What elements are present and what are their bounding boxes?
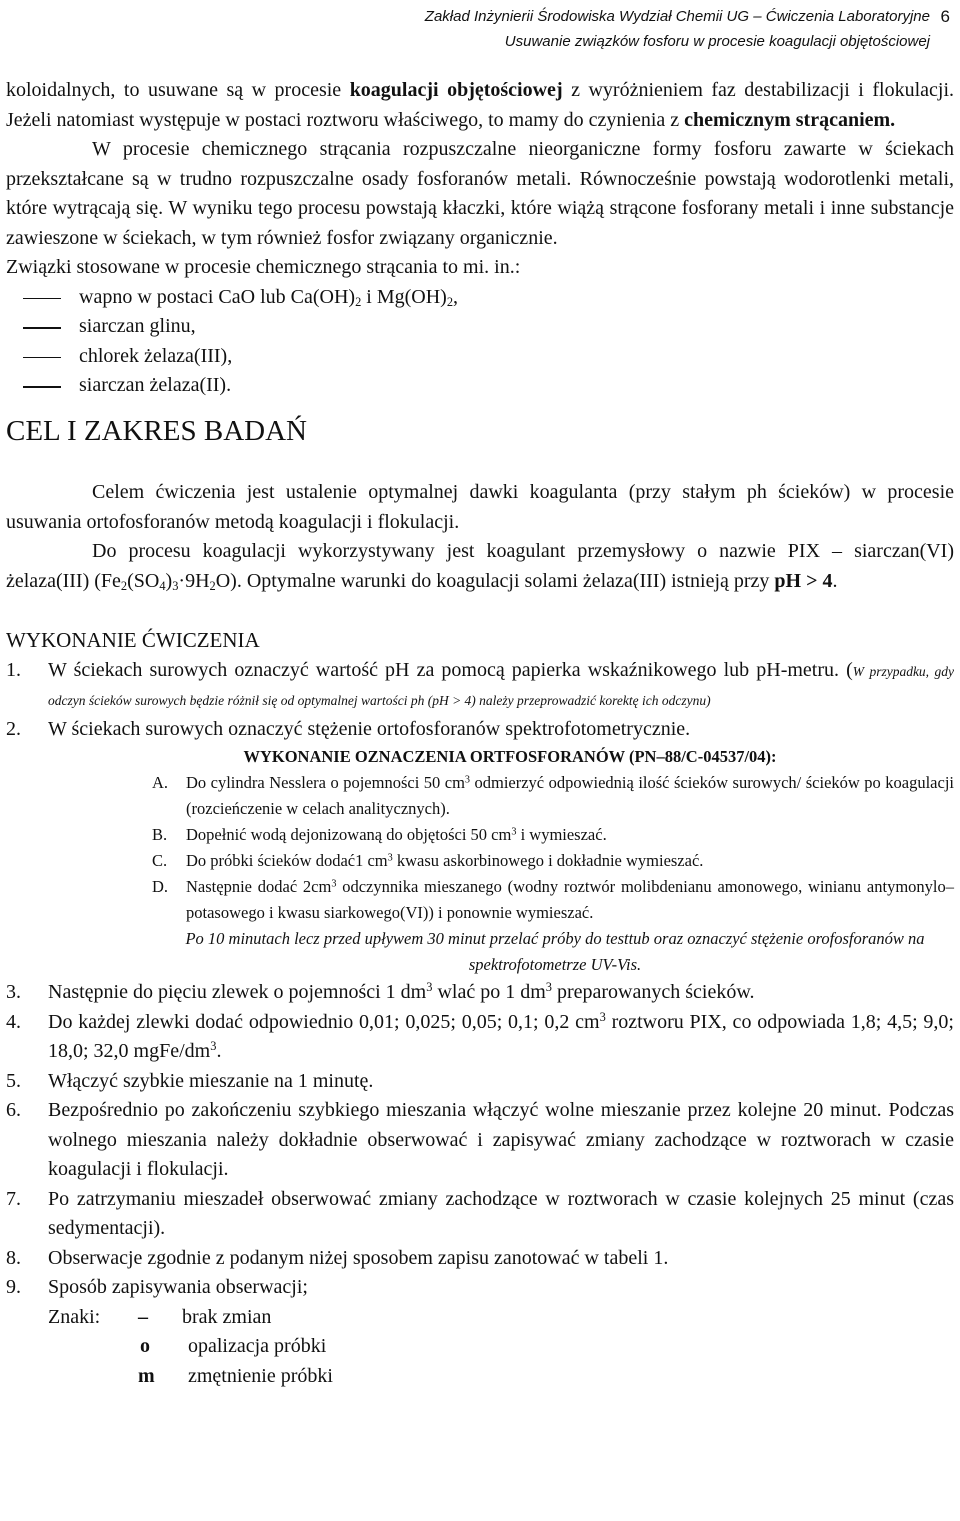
intro-paragraph-2: W procesie chemicznego strącania rozpuszczalne nieorganiczne formy fosforu zawarte w ściekach przekształcane są w trudno rozpuszczalne osady fosforanów metali. Równocześnie powstają wodorotlenki metali, które wytrącają się. W wyniku tego procesu powstają kłaczki, które wiążą strącone fosforany metali i inne substancje zawieszone w ściekach, w tym również fosfor związany organicznie. bbox=[6, 138, 954, 249]
header-topic: Usuwanie związków fosforu w procesie koagulacji objętościowej bbox=[504, 33, 930, 50]
legend-text: zmętnienie próbki bbox=[188, 1364, 333, 1387]
list-item: wapno w postaci CaO lub $Ca(OH)_2$ i $Mg(OH)_2$, bbox=[6, 283, 954, 313]
section-heading-cel: CEL I ZAKRES BADAŃ bbox=[6, 414, 308, 447]
step-3: 3. Następnie do pięciu zlewek o pojemności 1 $dm^3$ wlać po 1 $dm^3$ preparowanych ścieków. bbox=[6, 980, 755, 1003]
legend-row bbox=[6, 1332, 954, 1362]
legend-signs bbox=[6, 1303, 954, 1392]
term-koagulacja: koagulacji objętościowej bbox=[349, 79, 563, 101]
page-header bbox=[424, 4, 950, 54]
legend-row bbox=[6, 1303, 954, 1333]
legend-symbol: m bbox=[138, 1364, 155, 1387]
step-9: 9. Sposób zapisywania obserwacji; bbox=[6, 1276, 308, 1298]
substep-A: A. Do cylindra Nesslera o pojemności 50 $cm^3$ odmierzyć odpowiednią ilość ścieków surowych/ ścieków po koagulacji (rozcieńczenie w celach analitycznych). bbox=[152, 773, 954, 818]
substep-C: C. Do próbki ścieków dodać1 $cm^3$ kwasu askorbinowego i dokładnie wymieszać. bbox=[152, 851, 704, 870]
sub-heading-oznaczenie: WYKONANIE OZNACZENIA ORTFOSFORANÓW (PN–88/C-04537/04): bbox=[243, 747, 777, 766]
step-4: 4. Do każdej zlewki dodać odpowiednio 0,01; 0,025; 0,05; 0,1; 0,2 $cm^3$ roztworu PIX, co odpowiada 1,8; 4,5; 9,0; 18,0; 32,0 mgFe/$dm^3$. bbox=[6, 1009, 954, 1062]
step-7: 7. Po zatrzymaniu mieszadeł obserwować zmiany zachodzące w roztworach w czasie kolejnych 25 minut (czas sedymentacji). bbox=[6, 1187, 954, 1239]
step-1: 1. W ściekach surowych oznaczyć wartość pH za pomocą papierka wskaźnikowego lub pH-metru. (W przypadku, gdy odczyn ścieków surowych będzie różnił się od optymalnej wartości ph (pH > 4) należy przeprowadzić korektę ich odczynu) bbox=[6, 658, 954, 708]
substep-B: B. Dopełnić wodą dejonizowaną do objętości 50 $cm^3$ i wymieszać. bbox=[152, 825, 607, 844]
document-body bbox=[6, 76, 954, 1391]
legend-symbol: – bbox=[138, 1305, 148, 1328]
step-1-note: W przypadku, gdy odczyn ścieków surowych będzie różnił się od optymalnej wartości ph (pH > 4) należy przeprowadzić korektę ich odczynu) bbox=[48, 663, 954, 708]
intro-text: z wyróżnieniem faz destabilizacji i flokulacji. Jeżeli natomiast występuje w postaci roztworu właściwego, to mamy do czynienia z bbox=[6, 79, 954, 131]
legend-text: opalizacja próbki bbox=[188, 1335, 327, 1357]
substep-D: D. Następnie dodać $2cm^3$ odczynnika mieszanego (wodny roztwór molibdenianu amonowego, winianu antymonylo–potasowego i kwasu siarkowego(VI)) i ponownie wymieszać. bbox=[152, 877, 955, 922]
legend-text: brak zmian bbox=[182, 1305, 272, 1328]
italic-note: Po 10 minutach lecz przed upływem 30 minut przelać próby do testtub oraz oznaczyć stężenie orofosforanów na spektrofotometrze UV-Vis. bbox=[185, 929, 925, 974]
compounds-list bbox=[6, 283, 954, 401]
list-item: siarczan żelaza(II). bbox=[6, 371, 954, 401]
legend-label: Znaki: bbox=[48, 1305, 101, 1328]
page-number: 6 bbox=[940, 7, 950, 26]
legend-row bbox=[6, 1362, 954, 1392]
list-item: chlorek żelaza(III), bbox=[6, 342, 954, 372]
intro-text: koloidalnych, to usuwane są w procesie bbox=[6, 79, 350, 101]
header-institution: Zakład Inżynierii Środowiska Wydział Chemii UG – Ćwiczenia Laboratoryjne bbox=[424, 8, 930, 25]
step-6: 6. Bezpośrednio po zakończeniu szybkiego mieszania włączyć wolne mieszanie przez kolejne 20 minut. Podczas wolnego mieszania należy dokładnie obserwować i zapisywać zmiany zachodzące w roztworach w czasie koagulacji i flokulacji. bbox=[6, 1099, 954, 1180]
cel-paragraph-1: Celem ćwiczenia jest ustalenie optymalnej dawki koagulanta (przy stałym ph ścieków) w procesie usuwania ortofosforanów metodą koagulacji i flokulacji. bbox=[6, 481, 954, 533]
step-5: 5. Włączyć szybkie mieszanie na 1 minutę. bbox=[6, 1069, 374, 1092]
list-item: siarczan glinu, bbox=[6, 312, 954, 342]
section-heading-wykonanie: WYKONANIE ĆWICZENIA bbox=[6, 628, 260, 652]
intro-paragraph-3: Związki stosowane w procesie chemicznego strącania to mi. in.: bbox=[6, 256, 521, 278]
term-stracanie: chemicznym strącaniem. bbox=[684, 108, 896, 131]
step-2: 2. W ściekach surowych oznaczyć stężenie ortofosforanów spektrofotometrycznie. bbox=[6, 717, 691, 740]
legend-symbol: o bbox=[140, 1335, 150, 1357]
cel-paragraph-2: Do procesu koagulacji wykorzystywany jest koagulant przemysłowy o nazwie PIX – siarczan(VI) żelaza(III) $(Fe_2(SO_4)_3\cdot 9H_2O)$. Optymalne warunki do koagulacji solami żelaza(III) istnieją przy pH > 4. bbox=[6, 540, 954, 593]
step-8: 8. Obserwacje zgodnie z podanym niżej sposobem zapisu zanotować w tabeli 1. bbox=[6, 1246, 669, 1269]
intro-paragraph-1 bbox=[6, 76, 954, 135]
